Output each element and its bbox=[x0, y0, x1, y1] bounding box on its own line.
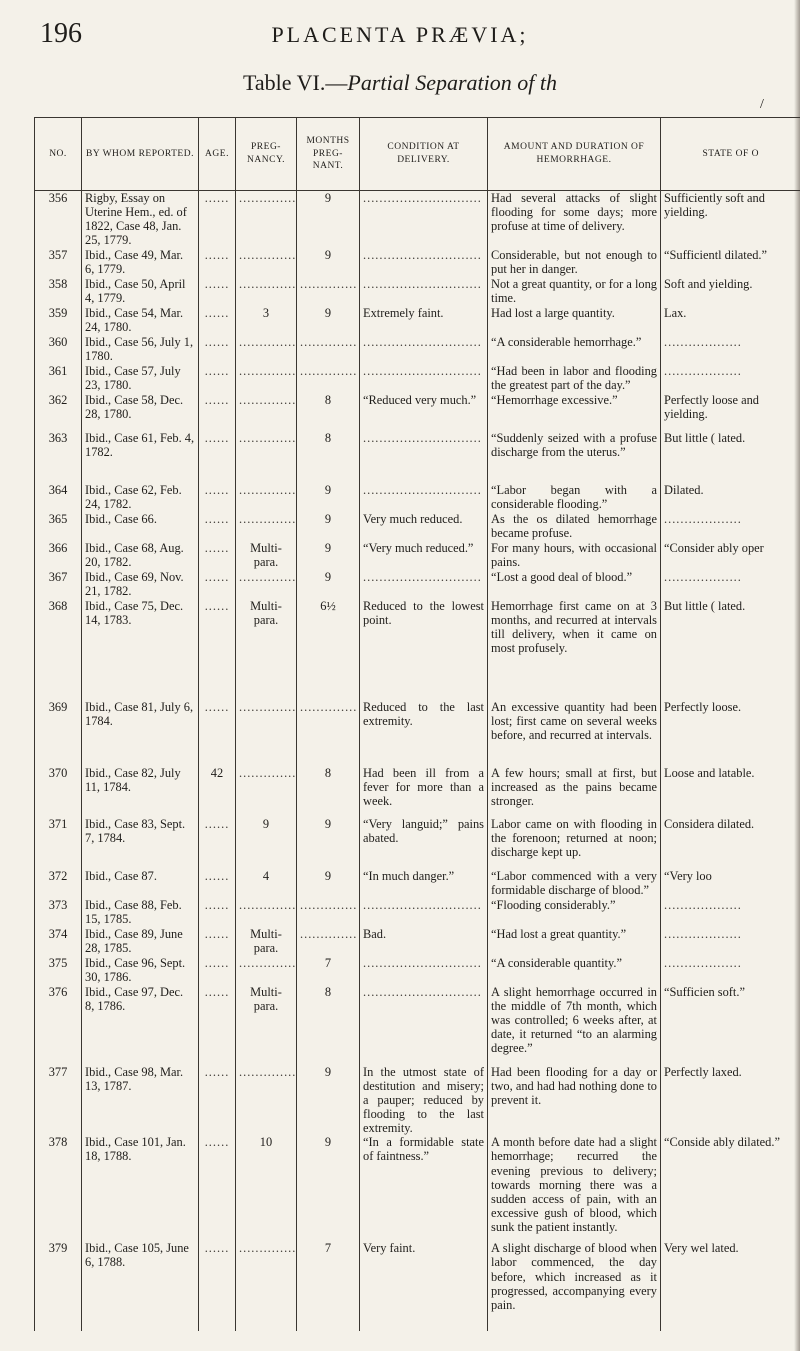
table-row bbox=[35, 306, 800, 335]
cell-state-of-os: Perfectly laxed. bbox=[661, 1065, 800, 1136]
cell-state-of-os: ................... bbox=[661, 512, 800, 541]
cell-months-pregnant: .............. bbox=[297, 364, 360, 393]
cell-condition: “Very languid;” pains abated. bbox=[360, 817, 488, 869]
header-hemorrhage: AMOUNT AND DURATION OF HEMORRHAGE. bbox=[488, 118, 661, 191]
cell-state-of-os: Perfectly loose. bbox=[661, 700, 800, 766]
title-mark: / bbox=[760, 97, 764, 112]
cell-reported-by: Ibid., Case 83, Sept. 7, 1784. bbox=[82, 817, 199, 869]
cell-case-number: 367 bbox=[35, 570, 82, 599]
cell-case-number: 372 bbox=[35, 869, 82, 898]
cell-months-pregnant: 9 bbox=[297, 541, 360, 570]
cell-state-of-os: “Consider ably oper bbox=[661, 541, 800, 570]
cell-condition: Reduced to the last extremity. bbox=[360, 700, 488, 766]
cell-state-of-os: But little ( lated. bbox=[661, 431, 800, 483]
cell-pregnancy: .............. bbox=[236, 335, 297, 364]
cell-reported-by: Ibid., Case 88, Feb. 15, 1785. bbox=[82, 898, 199, 927]
cell-hemorrhage: For many hours, with occasional pains. bbox=[488, 541, 661, 570]
cell-hemorrhage: “A considerable hemorrhage.” bbox=[488, 335, 661, 364]
cell-condition: Very much reduced. bbox=[360, 512, 488, 541]
cell-reported-by: Ibid., Case 97, Dec. 8, 1786. bbox=[82, 985, 199, 1065]
cell-months-pregnant: .............. bbox=[297, 898, 360, 927]
cell-hemorrhage: “Lost a good deal of blood.” bbox=[488, 570, 661, 599]
cell-months-pregnant: .............. bbox=[297, 277, 360, 306]
cell-case-number: 373 bbox=[35, 898, 82, 927]
cell-pregnancy: Multi- para. bbox=[236, 985, 297, 1065]
cell-case-number: 371 bbox=[35, 817, 82, 869]
cell-age: ...... bbox=[199, 599, 236, 700]
cell-state-of-os: ................... bbox=[661, 956, 800, 985]
cell-age: ...... bbox=[199, 898, 236, 927]
table-row bbox=[35, 599, 800, 700]
table-header-row bbox=[35, 118, 800, 191]
cell-case-number: 356 bbox=[35, 191, 82, 248]
cell-condition: ............................. bbox=[360, 248, 488, 277]
cell-pregnancy: .............. bbox=[236, 431, 297, 483]
cell-condition: Very faint. bbox=[360, 1241, 488, 1331]
cell-condition: Extremely faint. bbox=[360, 306, 488, 335]
cell-condition: ............................. bbox=[360, 335, 488, 364]
cell-reported-by: Rigby, Essay on Uterine Hem., ed. of 1822, Case 48, Jan. 25, 1779. bbox=[82, 191, 199, 248]
cell-case-number: 364 bbox=[35, 483, 82, 512]
cell-state-of-os: “Conside ably dilated.” bbox=[661, 1135, 800, 1241]
cell-condition: ............................. bbox=[360, 431, 488, 483]
header-state-of-os: STATE OF O bbox=[661, 118, 800, 191]
cell-state-of-os: Sufficiently soft and yielding. bbox=[661, 191, 800, 248]
cell-months-pregnant: 9 bbox=[297, 817, 360, 869]
cell-state-of-os: “Sufficientl dilated.” bbox=[661, 248, 800, 277]
cell-hemorrhage: Hemorrhage first came on at 3 months, and recurred at intervals till delivery, when it came on most profusely. bbox=[488, 599, 661, 700]
cell-age: ...... bbox=[199, 431, 236, 483]
cell-months-pregnant: 8 bbox=[297, 431, 360, 483]
cell-case-number: 365 bbox=[35, 512, 82, 541]
cell-state-of-os: Loose and latable. bbox=[661, 766, 800, 817]
cell-age: ...... bbox=[199, 393, 236, 431]
cell-condition: ............................. bbox=[360, 570, 488, 599]
cell-reported-by: Ibid., Case 57, July 23, 1780. bbox=[82, 364, 199, 393]
cell-case-number: 357 bbox=[35, 248, 82, 277]
cell-months-pregnant: 9 bbox=[297, 306, 360, 335]
cell-case-number: 366 bbox=[35, 541, 82, 570]
cell-state-of-os: ................... bbox=[661, 335, 800, 364]
table-row bbox=[35, 869, 800, 898]
cell-hemorrhage: A slight hemorrhage occurred in the middle of 7th month, which was controlled; 6 weeks after, at date, it returned “to an alarming degree.” bbox=[488, 985, 661, 1065]
cell-reported-by: Ibid., Case 54, Mar. 24, 1780. bbox=[82, 306, 199, 335]
cell-state-of-os: “Very loo bbox=[661, 869, 800, 898]
cell-case-number: 379 bbox=[35, 1241, 82, 1331]
cell-months-pregnant: 9 bbox=[297, 512, 360, 541]
cell-months-pregnant: 9 bbox=[297, 570, 360, 599]
cell-age: ...... bbox=[199, 1065, 236, 1136]
cell-reported-by: Ibid., Case 75, Dec. 14, 1783. bbox=[82, 599, 199, 700]
cell-pregnancy: Multi- para. bbox=[236, 927, 297, 956]
cell-hemorrhage: “Had been in labor and flooding the greatest part of the day.” bbox=[488, 364, 661, 393]
cell-reported-by: Ibid., Case 61, Feb. 4, 1782. bbox=[82, 431, 199, 483]
cell-reported-by: Ibid., Case 62, Feb. 24, 1782. bbox=[82, 483, 199, 512]
table-row bbox=[35, 766, 800, 817]
cell-reported-by: Ibid., Case 56, July 1, 1780. bbox=[82, 335, 199, 364]
table-row bbox=[35, 956, 800, 985]
cell-state-of-os: Lax. bbox=[661, 306, 800, 335]
cell-reported-by: Ibid., Case 82, July 11, 1784. bbox=[82, 766, 199, 817]
cell-pregnancy: .............. bbox=[236, 570, 297, 599]
table-row bbox=[35, 393, 800, 431]
table-row bbox=[35, 541, 800, 570]
cell-hemorrhage: Labor came on with flooding in the forenoon; returned at noon; discharge kept up. bbox=[488, 817, 661, 869]
cell-age: ...... bbox=[199, 817, 236, 869]
cell-age: ...... bbox=[199, 364, 236, 393]
cell-age: ...... bbox=[199, 541, 236, 570]
cell-case-number: 369 bbox=[35, 700, 82, 766]
cell-age: 42 bbox=[199, 766, 236, 817]
cell-case-number: 370 bbox=[35, 766, 82, 817]
cell-reported-by: Ibid., Case 96, Sept. 30, 1786. bbox=[82, 956, 199, 985]
cell-state-of-os: Considera dilated. bbox=[661, 817, 800, 869]
cell-reported-by: Ibid., Case 105, June 6, 1788. bbox=[82, 1241, 199, 1331]
cell-state-of-os: ................... bbox=[661, 364, 800, 393]
cell-months-pregnant: 9 bbox=[297, 1065, 360, 1136]
cell-months-pregnant: 9 bbox=[297, 483, 360, 512]
cell-case-number: 362 bbox=[35, 393, 82, 431]
table-row bbox=[35, 898, 800, 927]
cell-state-of-os: ................... bbox=[661, 927, 800, 956]
cell-months-pregnant: 9 bbox=[297, 1135, 360, 1241]
cell-condition: Bad. bbox=[360, 927, 488, 956]
cell-state-of-os: But little ( lated. bbox=[661, 599, 800, 700]
cell-age: ...... bbox=[199, 248, 236, 277]
cell-months-pregnant: 7 bbox=[297, 956, 360, 985]
table-row bbox=[35, 927, 800, 956]
cell-pregnancy: .............. bbox=[236, 191, 297, 248]
cell-state-of-os: ................... bbox=[661, 898, 800, 927]
cell-pregnancy: .............. bbox=[236, 277, 297, 306]
table-row bbox=[35, 248, 800, 277]
cell-state-of-os: Dilated. bbox=[661, 483, 800, 512]
cell-case-number: 359 bbox=[35, 306, 82, 335]
cell-reported-by: Ibid., Case 98, Mar. 13, 1787. bbox=[82, 1065, 199, 1136]
cell-state-of-os: Very wel lated. bbox=[661, 1241, 800, 1331]
table-row bbox=[35, 364, 800, 393]
cell-pregnancy: Multi- para. bbox=[236, 541, 297, 570]
table-title bbox=[0, 70, 800, 96]
cell-state-of-os: Perfectly loose and yielding. bbox=[661, 393, 800, 431]
cell-reported-by: Ibid., Case 68, Aug. 20, 1782. bbox=[82, 541, 199, 570]
table-row bbox=[35, 277, 800, 306]
cell-state-of-os: Soft and yielding. bbox=[661, 277, 800, 306]
cell-hemorrhage: A month before date had a slight hemorrhage; recurred the evening previous to delivery; towards morning there was a sudden access of pain, with an excessive gush of blood, which sunk the patient instantly. bbox=[488, 1135, 661, 1241]
cell-months-pregnant: 9 bbox=[297, 191, 360, 248]
cell-hemorrhage: Had lost a large quantity. bbox=[488, 306, 661, 335]
cell-condition: Reduced to the lowest point. bbox=[360, 599, 488, 700]
cell-condition: “In much danger.” bbox=[360, 869, 488, 898]
cell-pregnancy: .............. bbox=[236, 512, 297, 541]
header-condition: CONDITION AT DELIVERY. bbox=[360, 118, 488, 191]
cell-hemorrhage: “Suddenly seized with a profuse discharge from the uterus.” bbox=[488, 431, 661, 483]
cell-age: ...... bbox=[199, 700, 236, 766]
cell-condition: ............................. bbox=[360, 277, 488, 306]
table-title-prefix: Table VI.— bbox=[243, 70, 348, 95]
table-row bbox=[35, 483, 800, 512]
header-pregnancy: PREG- NANCY. bbox=[236, 118, 297, 191]
cell-months-pregnant: 6½ bbox=[297, 599, 360, 700]
cell-state-of-os: ................... bbox=[661, 570, 800, 599]
cell-case-number: 358 bbox=[35, 277, 82, 306]
cell-pregnancy: 4 bbox=[236, 869, 297, 898]
cell-case-number: 378 bbox=[35, 1135, 82, 1241]
cell-condition: “In a formidable state of faintness.” bbox=[360, 1135, 488, 1241]
cell-months-pregnant: 9 bbox=[297, 248, 360, 277]
cell-months-pregnant: .............. bbox=[297, 335, 360, 364]
cell-pregnancy: .............. bbox=[236, 364, 297, 393]
cell-hemorrhage: Considerable, but not enough to put her in danger. bbox=[488, 248, 661, 277]
header-no: NO. bbox=[35, 118, 82, 191]
cell-months-pregnant: 8 bbox=[297, 985, 360, 1065]
running-head: PLACENTA PRÆVIA; bbox=[271, 22, 529, 47]
cell-condition: ............................. bbox=[360, 364, 488, 393]
cell-condition: ............................. bbox=[360, 898, 488, 927]
cell-reported-by: Ibid., Case 101, Jan. 18, 1788. bbox=[82, 1135, 199, 1241]
cell-months-pregnant: 8 bbox=[297, 766, 360, 817]
cell-case-number: 375 bbox=[35, 956, 82, 985]
cell-hemorrhage: “Flooding considerably.” bbox=[488, 898, 661, 927]
cell-reported-by: Ibid., Case 87. bbox=[82, 869, 199, 898]
table-row bbox=[35, 1241, 800, 1331]
cell-age: ...... bbox=[199, 1135, 236, 1241]
cell-age: ...... bbox=[199, 191, 236, 248]
table-row bbox=[35, 570, 800, 599]
cell-age: ...... bbox=[199, 927, 236, 956]
table-row bbox=[35, 191, 800, 248]
cell-hemorrhage: Had several attacks of slight flooding for some days; more profuse at time of delivery. bbox=[488, 191, 661, 248]
cell-pregnancy: .............. bbox=[236, 1241, 297, 1331]
cell-age: ...... bbox=[199, 277, 236, 306]
cell-pregnancy: .............. bbox=[236, 766, 297, 817]
table-title-italic: Partial Separation of th bbox=[347, 70, 557, 95]
cell-reported-by: Ibid., Case 81, July 6, 1784. bbox=[82, 700, 199, 766]
cell-months-pregnant: .............. bbox=[297, 927, 360, 956]
cell-hemorrhage: As the os dilated hemorrhage became profuse. bbox=[488, 512, 661, 541]
cell-age: ...... bbox=[199, 335, 236, 364]
page-number: 196 bbox=[40, 18, 82, 49]
header-months-pregnant: MONTHS PREG- NANT. bbox=[297, 118, 360, 191]
cell-reported-by: Ibid., Case 58, Dec. 28, 1780. bbox=[82, 393, 199, 431]
cell-case-number: 376 bbox=[35, 985, 82, 1065]
cell-pregnancy: 10 bbox=[236, 1135, 297, 1241]
cell-age: ...... bbox=[199, 869, 236, 898]
table-row bbox=[35, 431, 800, 483]
cases-table bbox=[34, 117, 800, 1331]
table-row bbox=[35, 985, 800, 1065]
cell-hemorrhage: An excessive quantity had been lost; first came on several weeks before, and recurred at intervals. bbox=[488, 700, 661, 766]
cell-age: ...... bbox=[199, 985, 236, 1065]
cell-reported-by: Ibid., Case 89, June 28, 1785. bbox=[82, 927, 199, 956]
cell-reported-by: Ibid., Case 50, April 4, 1779. bbox=[82, 277, 199, 306]
header-reported-by: BY WHOM REPORTED. bbox=[82, 118, 199, 191]
cell-state-of-os: “Sufficien soft.” bbox=[661, 985, 800, 1065]
cell-case-number: 363 bbox=[35, 431, 82, 483]
cell-hemorrhage: “Had lost a great quantity.” bbox=[488, 927, 661, 956]
cell-hemorrhage: Had been flooding for a day or two, and had had nothing done to prevent it. bbox=[488, 1065, 661, 1136]
table-row bbox=[35, 512, 800, 541]
cell-condition: ............................. bbox=[360, 956, 488, 985]
cell-hemorrhage: “Labor commenced with a very formidable discharge of blood.” bbox=[488, 869, 661, 898]
table-row bbox=[35, 700, 800, 766]
cell-months-pregnant: 8 bbox=[297, 393, 360, 431]
cell-hemorrhage: A few hours; small at first, but increased as the pains became stronger. bbox=[488, 766, 661, 817]
cell-hemorrhage: “A considerable quantity.” bbox=[488, 956, 661, 985]
cell-hemorrhage: “Labor began with a considerable flooding.” bbox=[488, 483, 661, 512]
cell-pregnancy: 9 bbox=[236, 817, 297, 869]
cell-pregnancy: .............. bbox=[236, 1065, 297, 1136]
cell-case-number: 377 bbox=[35, 1065, 82, 1136]
cell-pregnancy: .............. bbox=[236, 248, 297, 277]
cell-pregnancy: .............. bbox=[236, 393, 297, 431]
cell-pregnancy: .............. bbox=[236, 700, 297, 766]
cell-reported-by: Ibid., Case 49, Mar. 6, 1779. bbox=[82, 248, 199, 277]
cell-pregnancy: Multi- para. bbox=[236, 599, 297, 700]
cell-age: ...... bbox=[199, 570, 236, 599]
cell-condition: ............................. bbox=[360, 191, 488, 248]
cell-condition: “Reduced very much.” bbox=[360, 393, 488, 431]
cell-age: ...... bbox=[199, 1241, 236, 1331]
table-row bbox=[35, 335, 800, 364]
cell-case-number: 361 bbox=[35, 364, 82, 393]
cell-pregnancy: .............. bbox=[236, 956, 297, 985]
cell-condition: Had been ill from a fever for more than a week. bbox=[360, 766, 488, 817]
cell-reported-by: Ibid., Case 66. bbox=[82, 512, 199, 541]
cell-months-pregnant: 7 bbox=[297, 1241, 360, 1331]
cell-age: ...... bbox=[199, 512, 236, 541]
cell-hemorrhage: “Hemorrhage excessive.” bbox=[488, 393, 661, 431]
cell-pregnancy: 3 bbox=[236, 306, 297, 335]
cell-condition: ............................. bbox=[360, 483, 488, 512]
table-row bbox=[35, 1135, 800, 1241]
cell-pregnancy: .............. bbox=[236, 483, 297, 512]
cell-condition: “Very much reduced.” bbox=[360, 541, 488, 570]
cell-months-pregnant: 9 bbox=[297, 869, 360, 898]
cell-hemorrhage: A slight discharge of blood when labor commenced, the day before, which increased as it progressed, accompanying every pain. bbox=[488, 1241, 661, 1331]
table-row bbox=[35, 1065, 800, 1136]
cell-age: ...... bbox=[199, 483, 236, 512]
cell-case-number: 368 bbox=[35, 599, 82, 700]
cell-case-number: 360 bbox=[35, 335, 82, 364]
cell-age: ...... bbox=[199, 306, 236, 335]
cell-pregnancy: .............. bbox=[236, 898, 297, 927]
header-age: AGE. bbox=[199, 118, 236, 191]
cell-condition: ............................. bbox=[360, 985, 488, 1065]
cell-months-pregnant: .............. bbox=[297, 700, 360, 766]
cell-age: ...... bbox=[199, 956, 236, 985]
cell-condition: In the utmost state of destitution and misery; a pauper; reduced by flooding to the last extremity. bbox=[360, 1065, 488, 1136]
table-row bbox=[35, 817, 800, 869]
cell-hemorrhage: Not a great quantity, or for a long time. bbox=[488, 277, 661, 306]
cell-case-number: 374 bbox=[35, 927, 82, 956]
cell-reported-by: Ibid., Case 69, Nov. 21, 1782. bbox=[82, 570, 199, 599]
